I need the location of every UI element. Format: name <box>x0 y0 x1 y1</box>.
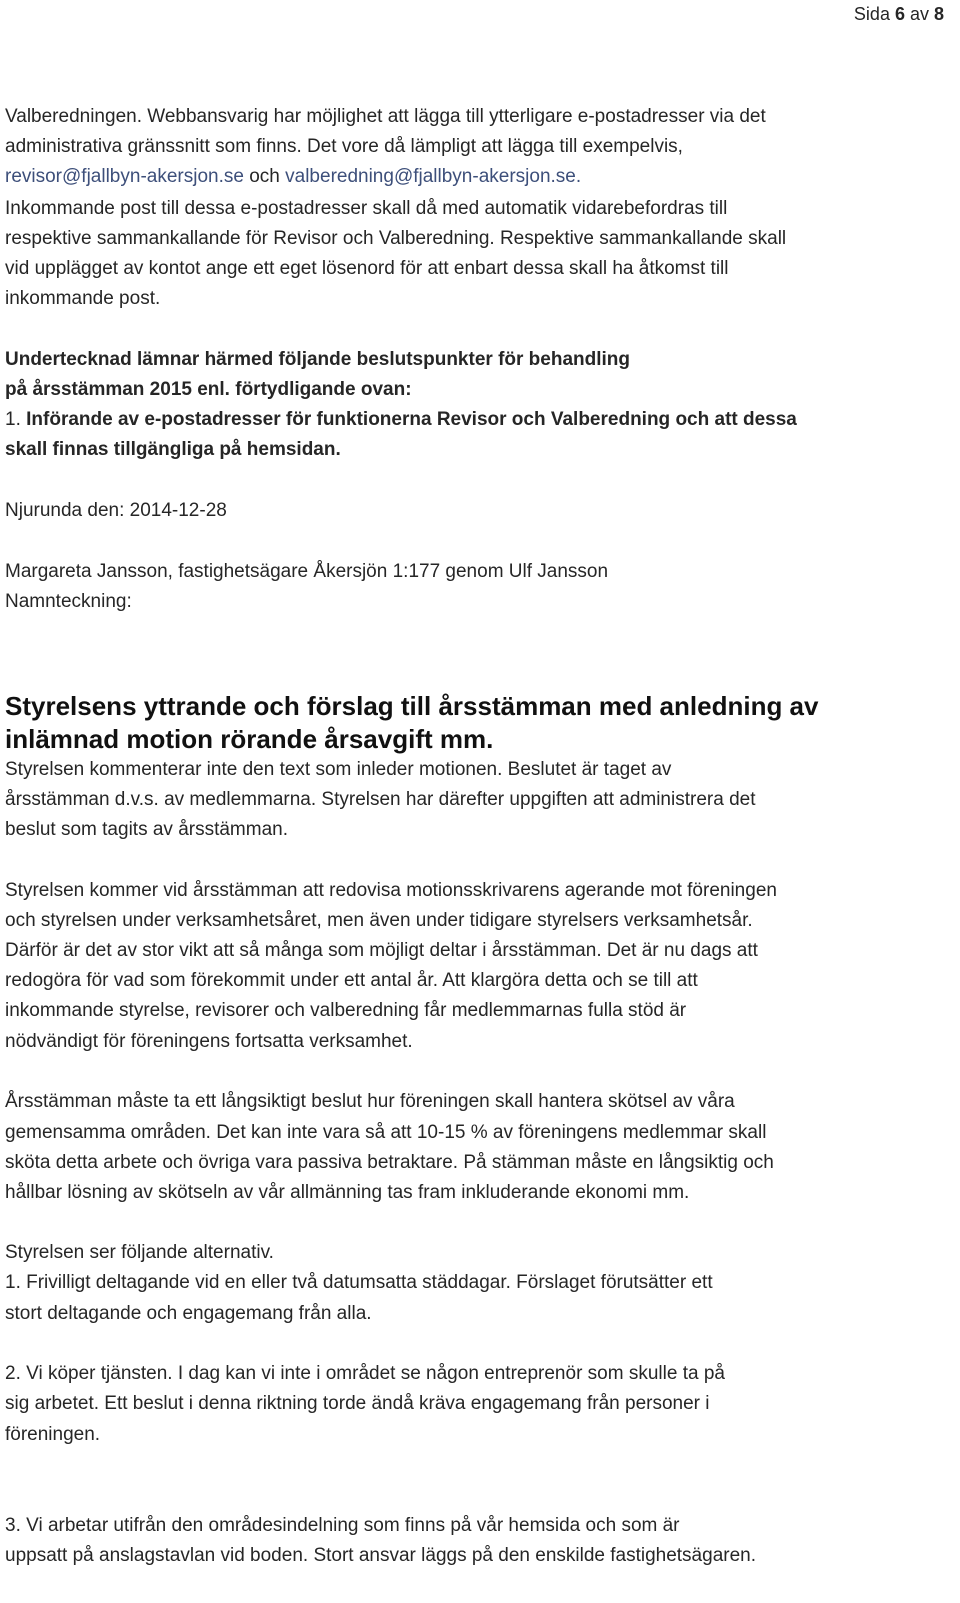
alternative-1-line: stort deltagande och engagemang från alla. <box>5 1303 372 1324</box>
text-line: revisor@fjallbyn-akersjon.se och valberedning@fjallbyn-akersjon.se. <box>5 166 582 187</box>
text-line: Inkommande post till dessa e-postadresser skall då med automatik vidarebefordras till <box>5 198 728 219</box>
alternative-3-line: 3. Vi arbetar utifrån den områdesindelning som finns på vår hemsida och som är <box>5 1515 680 1536</box>
heading-line: inlämnad motion rörande årsavgift mm. <box>5 724 494 754</box>
text-line: inkommande post. <box>5 288 161 309</box>
date-line: Njurunda den: 2014-12-28 <box>5 500 227 521</box>
text-line: administrativa gränssnitt som finns. Det vore då lämpligt att lägga till exempelvis, <box>5 136 683 157</box>
page-number: Sida 6 av 8 <box>853 4 944 24</box>
email-link-revisor[interactable]: revisor@fjallbyn-akersjon.se <box>5 166 244 187</box>
proposal-line: på årsstämman 2015 enl. förtydligande ovan: <box>5 379 412 400</box>
text-line: Årsstämman måste ta ett långsiktigt beslut hur föreningen skall hantera skötsel av våra <box>5 1091 735 1112</box>
signature-label: Namnteckning: <box>5 591 132 612</box>
text-line: respektive sammankallande för Revisor och Valberedning. Respektive sammankallande skall <box>5 228 787 249</box>
text-line: nödvändigt för föreningens fortsatta verksamhet. <box>5 1031 413 1052</box>
text-line: och styrelsen under verksamhetsåret, men även under tidigare styrelsers verksamhetsår. <box>5 910 753 931</box>
signer-line: Margareta Jansson, fastighetsägare Åkersjön 1:177 genom Ulf Jansson <box>5 561 609 582</box>
text-line: Styrelsen kommer vid årsstämman att redovisa motionsskrivarens agerande mot föreningen <box>5 880 777 901</box>
alternative-2-line: 2. Vi köper tjänsten. I dag kan vi inte i området se någon entreprenör som skulle ta på <box>5 1363 725 1384</box>
text-line: Valberedningen. Webbansvarig har möjlighet att lägga till ytterligare e-postadresser via det <box>5 106 766 127</box>
alternatives-intro: Styrelsen ser följande alternativ. <box>5 1242 274 1263</box>
alternative-1-line: 1. Frivilligt deltagande vid en eller två datumsatta städdagar. Förslaget förutsätter ett <box>5 1272 713 1293</box>
text-line: inkommande styrelse, revisorer och valberedning får medlemmarnas fulla stöd är <box>5 1000 687 1021</box>
text-line: beslut som tagits av årsstämman. <box>5 819 288 840</box>
alternative-3-line: uppsatt på anslagstavlan vid boden. Stort ansvar läggs på den enskilde fastighetsägaren. <box>5 1545 757 1566</box>
heading-line: Styrelsens yttrande och förslag till årsstämman med anledning av <box>5 691 819 721</box>
text-line: vid upplägget av kontot ange ett eget lösenord för att enbart dessa skall ha åtkomst till <box>5 258 729 279</box>
text-line: hållbar lösning av skötseln av vår allmänning tas fram inkluderande ekonomi mm. <box>5 1182 690 1203</box>
email-link-valberedning[interactable]: valberedning@fjallbyn-akersjon.se. <box>285 166 582 187</box>
text-line: redogöra för vad som förekommit under ett antal år. Att klargöra detta och se till att <box>5 970 698 991</box>
proposal-line: skall finnas tillgängliga på hemsidan. <box>5 439 341 460</box>
text-line: sköta detta arbete och övriga vara passiva betraktare. På stämman måste en långsiktig och <box>5 1152 774 1173</box>
text-line: gemensamma områden. Det kan inte vara så att 10-15 % av föreningens medlemmar skall <box>5 1122 767 1143</box>
text-line: Därför är det av stor vikt att så många som möjligt deltar i årsstämman. Det är nu dags att <box>5 940 758 961</box>
text-line: årsstämman d.v.s. av medlemmarna. Styrelsen har därefter uppgiften att administrera det <box>5 789 756 810</box>
proposal-item: 1. Införande av e-postadresser för funktionerna Revisor och Valberedning och att dessa <box>5 409 797 430</box>
proposal-line: Undertecknad lämnar härmed följande beslutspunkter för behandling <box>5 349 630 370</box>
alternative-2-line: sig arbetet. Ett beslut i denna riktning torde ändå kräva engagemang från personer i <box>5 1393 710 1414</box>
alternative-2-line: föreningen. <box>5 1424 101 1445</box>
text-line: Styrelsen kommenterar inte den text som inleder motionen. Beslutet är taget av <box>5 759 672 780</box>
